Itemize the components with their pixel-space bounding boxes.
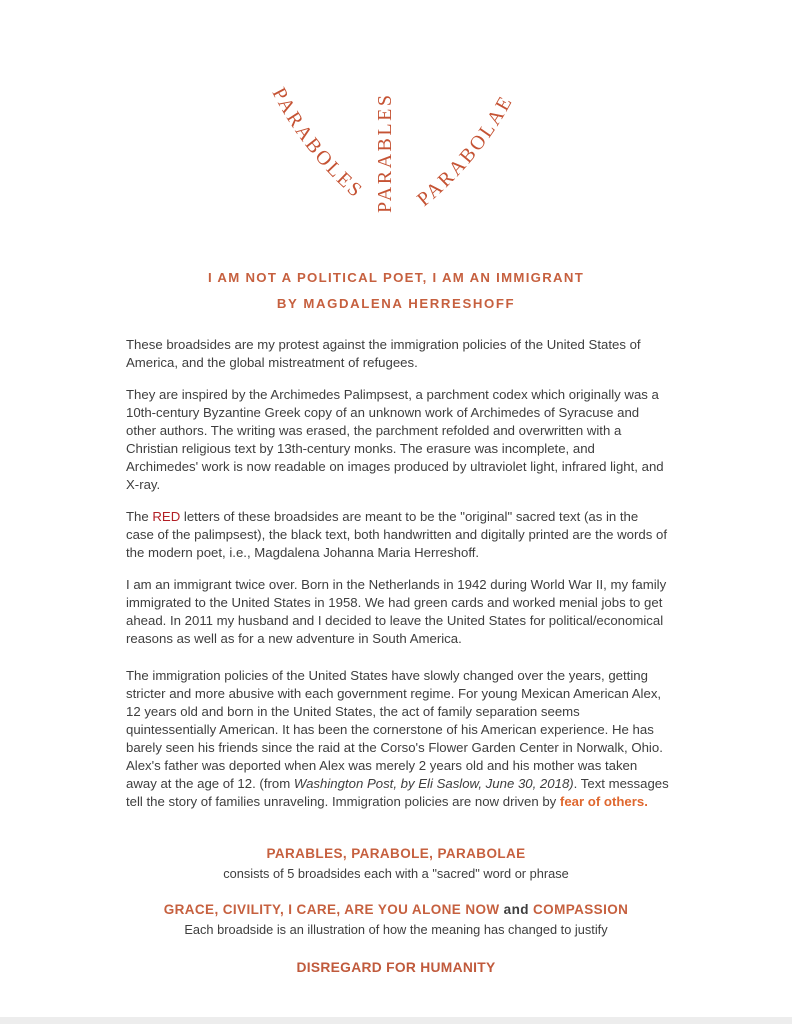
arc-words-graphic: [0, 0, 792, 235]
arc-word-parables: PARABLES: [374, 92, 396, 213]
text-segment: Washington Post, by Eli Saslow, June 30, 2018): [293, 776, 574, 791]
text-segment: letters of these broadsides are meant to be the "original" sacred text (as in the case of the palimpsest), the black text, both handwritten and digitally printed are the words of the modern poet, i.e., Magdalena Johanna Maria Herreshoff.: [126, 509, 667, 560]
arc-word-paraboles: PARABOLES: [267, 84, 368, 204]
text-segment: GRACE, CIVILITY, I CARE, ARE YOU ALONE NOW: [163, 902, 500, 917]
text-segment: They are inspired by the Archimedes Palimpsest, a parchment codex which originally was a 10th-century Byzantine Greek copy of an unknown work of Archimedes of Syracuse and other authors. The writing was erased, the parchment refolded and overwritten with a Christian religious text by 13th-century monks. The erasure was incomplete, and Archimedes' work is now readable on images produced by ultraviolet light, infrared light, and X-ray.: [126, 387, 664, 492]
byline: BY MAGDALENA HERRESHOFF: [276, 296, 516, 311]
paragraph-palimpsest: [126, 386, 669, 494]
paragraph-immigration-policies: [126, 667, 669, 811]
text-segment: I am an immigrant twice over. Born in the Netherlands in 1942 during World War II, my family immigrated to the United States in 1958. We had green cards and worked menial jobs to get ahead. In 2011 my husband and I decided to leave the United States for political/economical reasons as well as for a new adventure in South America.: [126, 577, 667, 646]
text-segment: RED: [152, 509, 181, 524]
bottom-strip: [0, 1017, 792, 1024]
broadside-description: Each broadside is an illustration of how the meaning has changed to justify: [184, 922, 608, 937]
paragraph-immigrant-twice: [126, 576, 669, 648]
arc-word-parabolae: PARABOLAE: [413, 91, 518, 211]
text-segment: The immigration policies of the United States have slowly changed over the years, getting stricter and more abusive with each government regime. For young Mexican American Alex, 12 years old and born in the United States, the act of family separation seems quintessentially American. It has been the cornerstone of his American experience. He has barely seen his friends since the raid at the Corso's Flower Garden Center in Norwalk, Ohio. Alex's father was deported when Alex was merely 2 years old and his mother was taken away at the age of 12. (from: [126, 668, 663, 791]
broadside-words: [0, 901, 792, 919]
svg-text:PARABLES: [374, 93, 396, 213]
page-title: I AM NOT A POLITICAL POET, I AM AN IMMIGRANT: [207, 270, 585, 285]
svg-text:PARABOLES: [268, 84, 368, 203]
text-segment: . Text messages tell the story of families unraveling. Immigration policies are now driven by: [126, 776, 669, 809]
text-segment: The: [126, 509, 153, 524]
title-block: [0, 269, 792, 312]
series-subtitle: consists of 5 broadsides each with a "sacred" word or phrase: [223, 866, 569, 881]
text-segment: These broadsides are my protest against the immigration policies of the United States of America, and the global mistreatment of refugees.: [126, 337, 641, 370]
footer-block: [0, 845, 792, 977]
body-text: [126, 336, 669, 811]
text-segment: and: [499, 902, 534, 917]
text-segment: fear of others.: [559, 794, 648, 809]
paragraph-red-letters: [126, 508, 669, 562]
series-title: PARABLES, PARABOLE, PARABOLAE: [266, 846, 526, 861]
paragraph-protest: [126, 336, 669, 372]
text-segment: COMPASSION: [533, 902, 629, 917]
disregard-title: DISREGARD FOR HUMANITY: [296, 960, 496, 975]
svg-text:PARABOLAE: [413, 91, 517, 211]
